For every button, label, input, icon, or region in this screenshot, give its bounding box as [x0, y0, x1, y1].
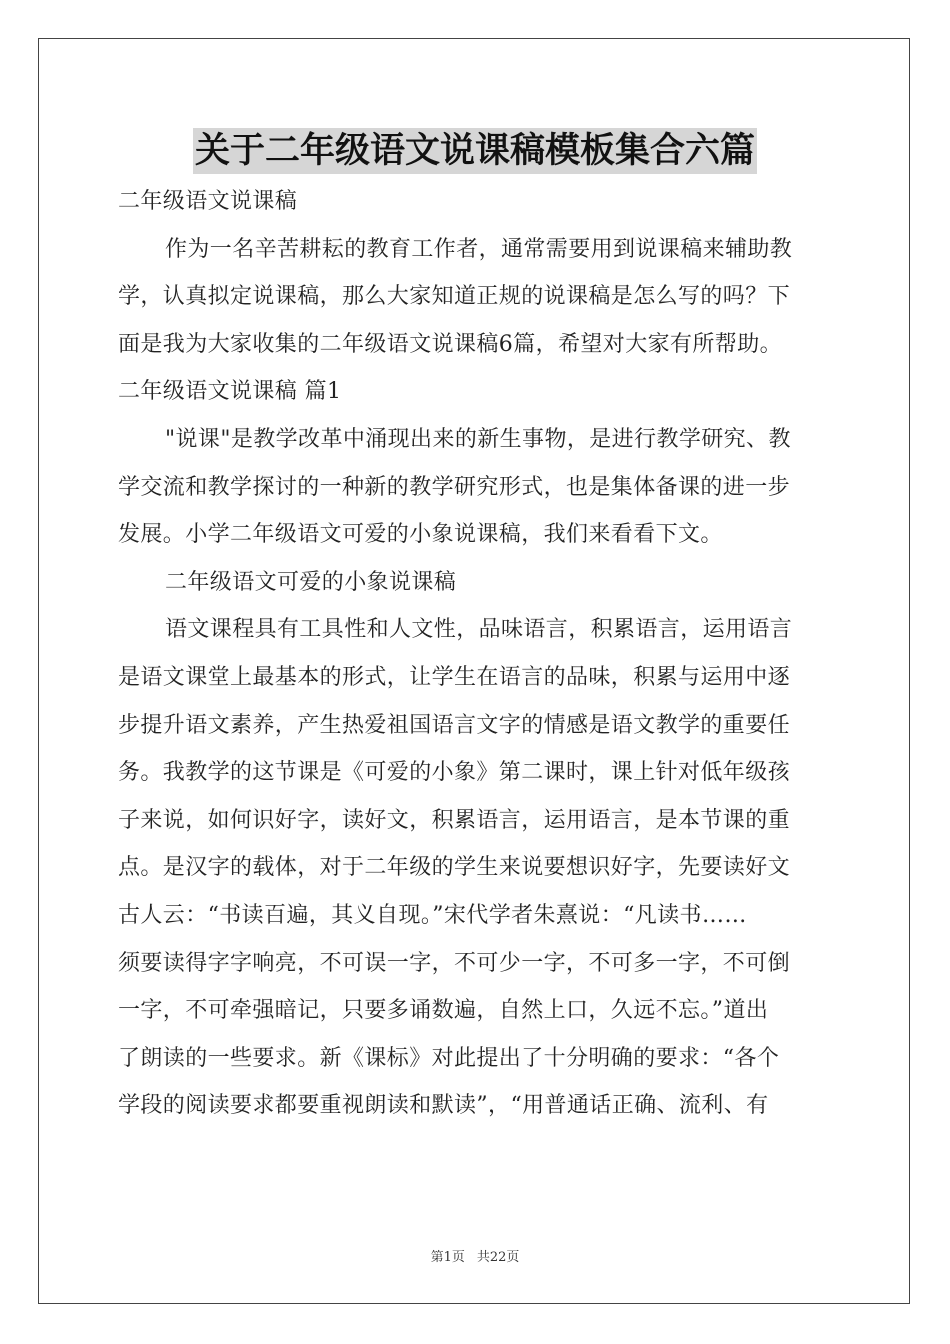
- text-line: 发展。小学二年级语文可爱的小象说课稿，我们来看看下文。: [118, 522, 723, 548]
- text-line: 点。是汉字的载体，对于二年级的学生来说要想识好字，先要读好文: [118, 855, 791, 881]
- text-line: 面是我为大家收集的二年级语文说课稿6篇，希望对大家有所帮助。: [118, 331, 782, 357]
- text-line: "说课"是教学改革中涌现出来的新生事物，是进行教学研究、教: [165, 426, 791, 452]
- text-line: 学，认真拟定说课稿，那么大家知道正规的说课稿是怎么写的吗？下: [118, 284, 791, 310]
- text-line: 步提升语文素养，产生热爱祖国语言文字的情感是语文教学的重要任: [118, 712, 791, 738]
- title-wrap: [0, 128, 950, 174]
- text-line: 务。我教学的这节课是《可爱的小象》第二课时，课上针对低年级孩: [118, 760, 791, 786]
- text-line: 语文课程具有工具性和人文性，品味语言，积累语言，运用语言: [165, 617, 793, 643]
- text-line: 二年级语文说课稿: [118, 189, 298, 214]
- text-line: 须要读得字字响亮，不可误一字，不可少一字，不可多一字，不可倒: [118, 950, 791, 976]
- text-line: 作为一名辛苦耕耘的教育工作者，通常需要用到说课稿来辅助教: [165, 236, 793, 262]
- text-line: 学交流和教学探讨的一种新的教学研究形式，也是集体备课的进一步: [118, 474, 791, 500]
- text-line: 二年级语文说课稿 篇1: [118, 379, 342, 405]
- document-title: 关于二年级语文说课稿模板集合六篇: [193, 128, 757, 174]
- text-line: 一字，不可牵强暗记，只要多诵数遍，自然上口，久远不忘。”道出: [118, 998, 769, 1024]
- text-line: 了朗读的一些要求。新《课标》对此提出了十分明确的要求：“各个: [118, 1045, 780, 1071]
- text-line: 二年级语文可爱的小象说课稿: [165, 569, 457, 595]
- text-line: 古人云：“书读百遍，其义自现。”宋代学者朱熹说：“凡读书……: [118, 902, 747, 928]
- page-footer: [0, 1246, 950, 1265]
- text-line: 学段的阅读要求都要重视朗读和默读”，“用普通话正确、流利、有: [118, 1093, 769, 1119]
- text-line: 是语文课堂上最基本的形式，让学生在语言的品味，积累与运用中逐: [118, 664, 791, 690]
- document-body: [118, 178, 834, 1130]
- text-line: 子来说，如何识好字，读好文，积累语言，运用语言，是本节课的重: [118, 807, 791, 833]
- page-total: 共22页: [476, 1250, 520, 1265]
- page-number: 第1页: [430, 1250, 465, 1265]
